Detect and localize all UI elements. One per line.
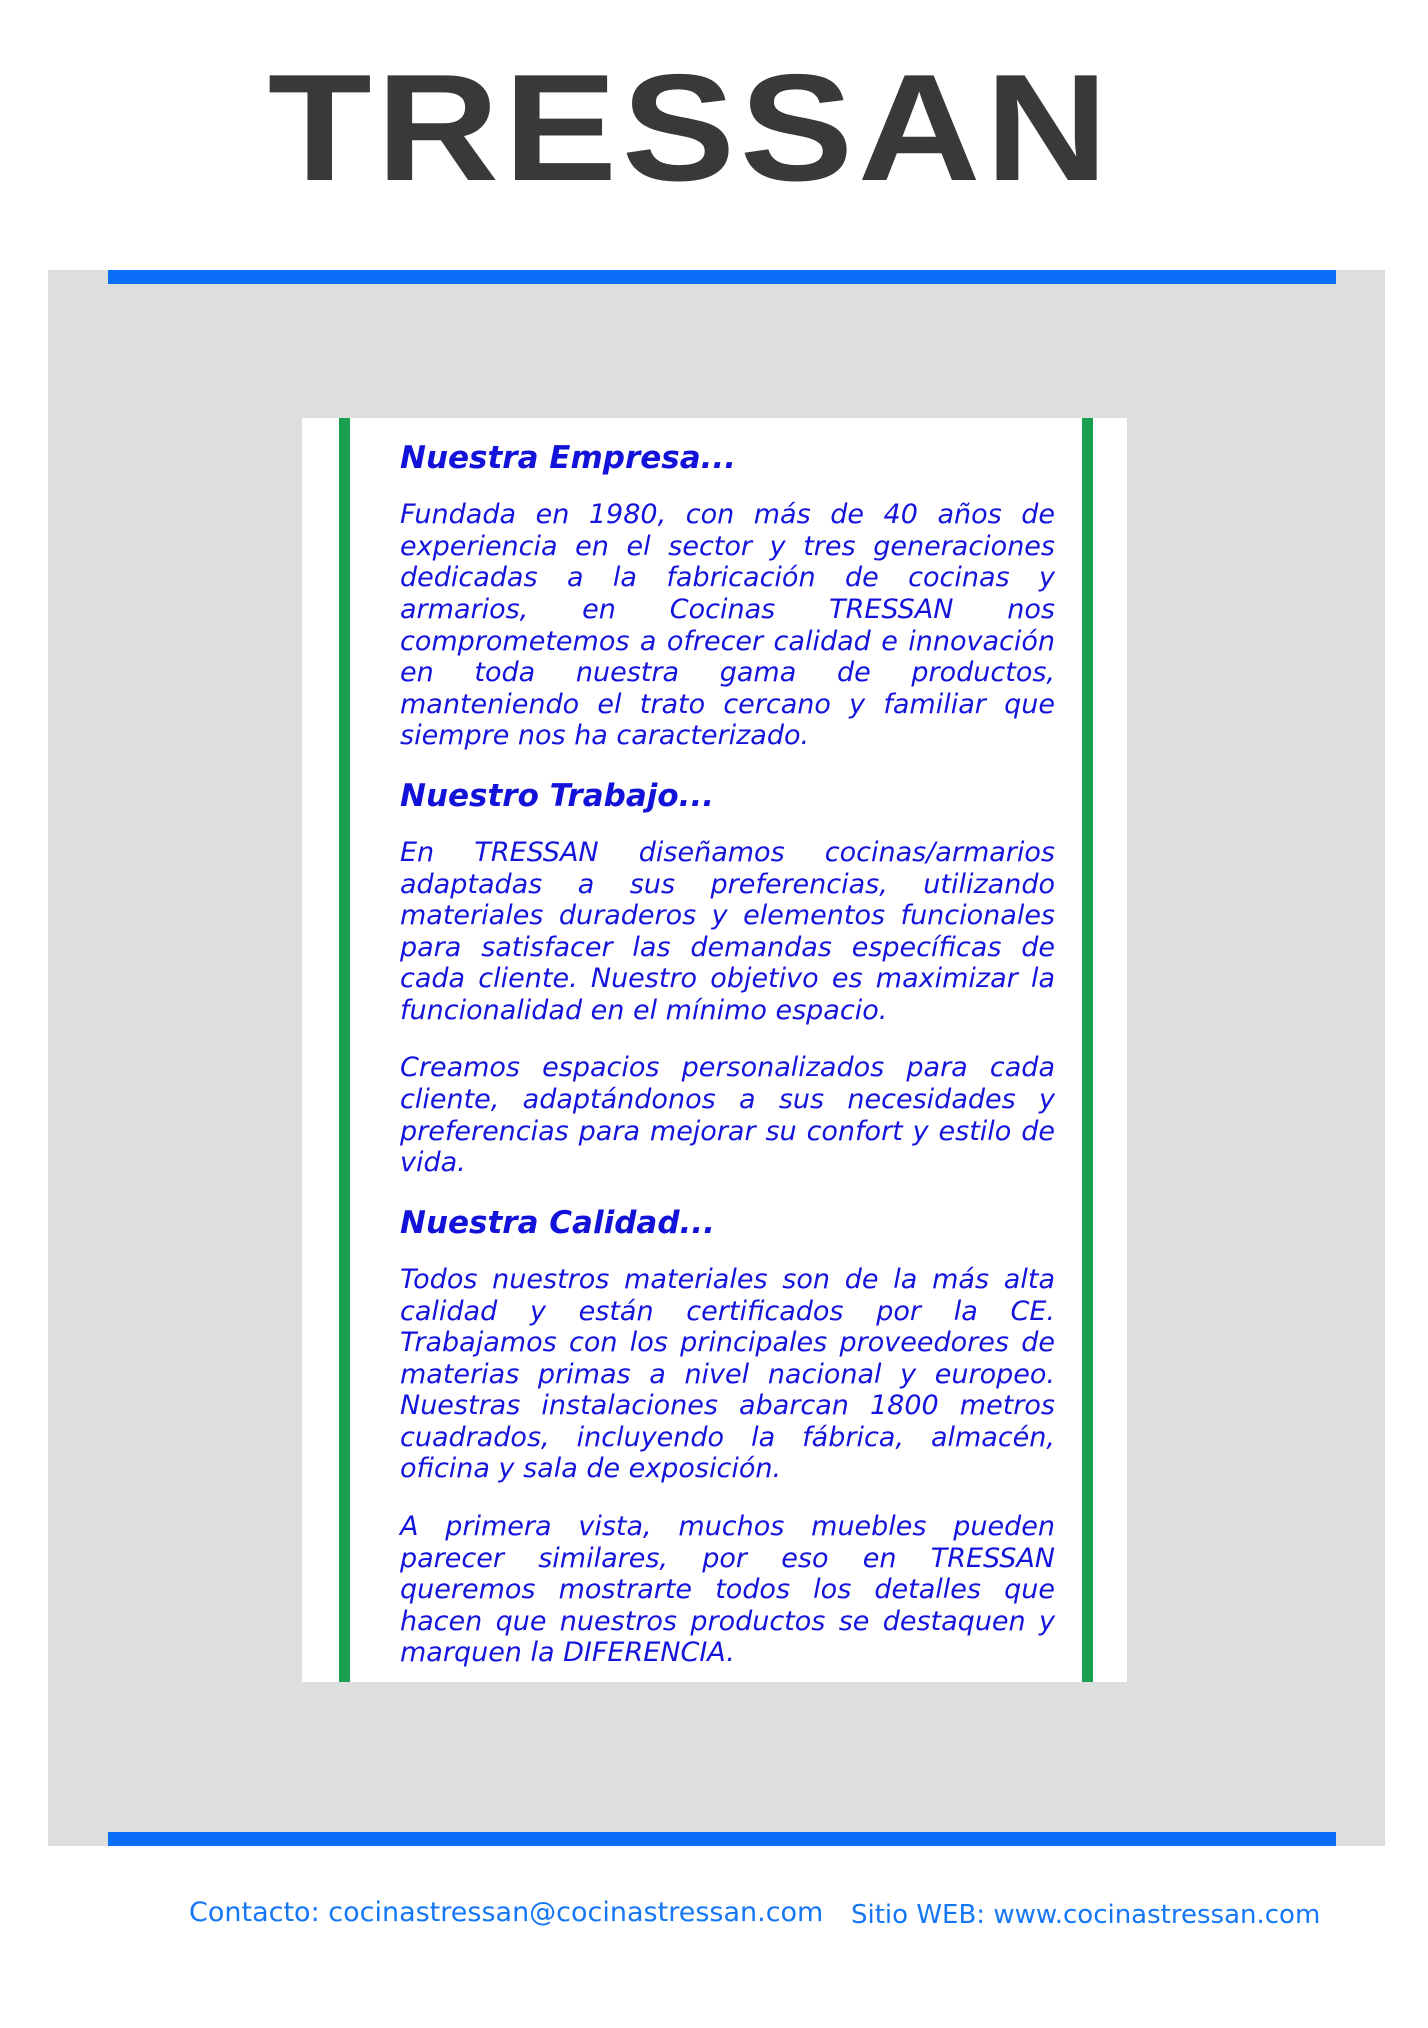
section-paragraph-calidad-1: Todos nuestros materiales son de la más alta calidad y están certificados por la CE. Trabajamos con los principales proveedores de materias primas a nivel nacional y europeo. Nuestras instalaciones abarcan 1800 metros cuadrados, incluyendo la fábrica, almacén, oficina y sala de exposición. (400, 1263, 1055, 1485)
section-heading-calidad: Nuestra Calidad... (400, 1204, 715, 1241)
footer-website-url: Sitio WEB: www.cocinastressan.com (851, 1900, 1321, 1930)
content-card (302, 418, 1127, 1682)
section-paragraph-trabajo-2: Creamos espacios personalizados para cada cliente, adaptándonos a sus necesidades y preferencias para mejorar su confort y estilo de vida. (400, 1052, 1055, 1179)
top-divider-bar (108, 270, 1336, 284)
card-left-accent-bar (339, 418, 350, 1682)
footer-contact-email: Contacto: cocinastressan@cocinastressan.com (189, 1897, 824, 1928)
section-paragraph-empresa-1: Fundada en 1980, con más de 40 años de experiencia en el sector y tres generaciones dedicadas a la fabricación de cocinas y armarios, en Cocinas TRESSAN nos comprometemos a ofrecer calidad e innovación en toda nuestra gama de productos, manteniendo el trato cercano y familiar que siempre nos ha caracterizado. (400, 499, 1055, 752)
section-heading-empresa: Nuestra Empresa... (400, 440, 736, 476)
brand-logo: TRESSAN (267, 43, 1113, 213)
brand-header (0, 43, 1380, 213)
card-content (400, 434, 1055, 1682)
section-paragraph-calidad-2: A primera vista, muchos muebles pueden parecer similares, por eso en TRESSAN queremos mostrarte todos los detalles que hacen que nuestros productos se destaquen y marquen la DIFERENCIA. (400, 1511, 1055, 1669)
bottom-divider-bar (108, 1832, 1336, 1846)
section-heading-trabajo: Nuestro Trabajo... (400, 777, 714, 814)
card-right-accent-bar (1082, 418, 1093, 1682)
section-paragraph-trabajo-1: En TRESSAN diseñamos cocinas/armarios adaptadas a sus preferencias, utilizando materiales duraderos y elementos funcionales para satisfacer las demandas específicas de cada cliente. Nuestro objetivo es maximizar la funcionalidad en el mínimo espacio. (400, 837, 1055, 1026)
